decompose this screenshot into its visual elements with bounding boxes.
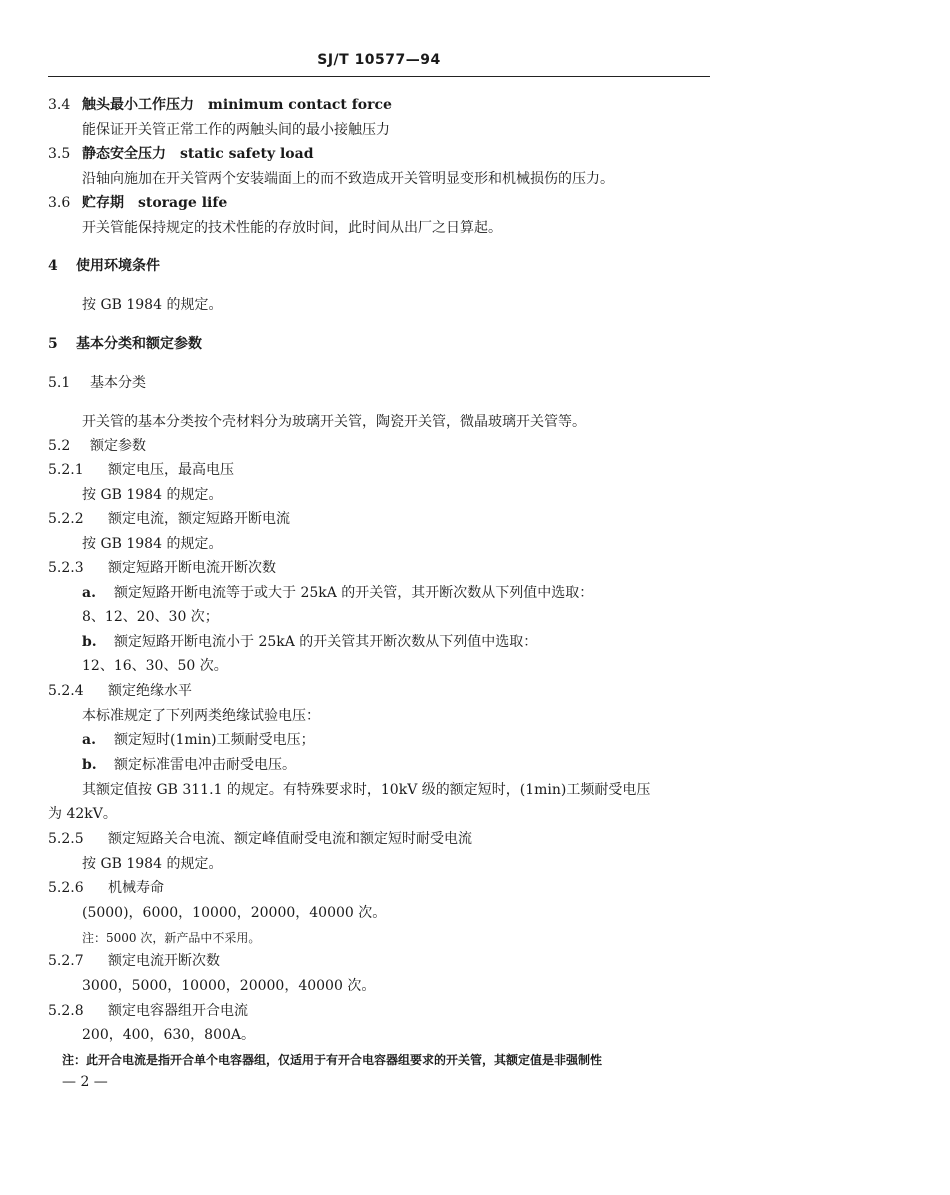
clause-5-2-2 bbox=[48, 510, 290, 528]
clause-number: 3.6 bbox=[48, 195, 71, 211]
clause-5-2-6-note: 注：5000 次，新产品中不采用。 bbox=[82, 931, 261, 945]
list-text: 额定短路开断电流小于 25kA 的开关管其开断次数从下列值中选取： bbox=[114, 634, 538, 650]
clause-title: 额定电容器组开合电流 bbox=[108, 1003, 248, 1019]
clause-number: 5.2 bbox=[48, 438, 71, 454]
clause-3-4 bbox=[48, 96, 392, 114]
clause-3-6-body: 开关管能保持规定的技术性能的存放时间，此时间从出厂之日算起。 bbox=[82, 220, 502, 236]
clause-title: 机械寿命 bbox=[108, 880, 164, 896]
list-item-a bbox=[82, 731, 315, 749]
clause-title: 额定电流开断次数 bbox=[108, 953, 220, 969]
clause-5-1 bbox=[48, 374, 146, 392]
clause-number: 5.2.2 bbox=[48, 511, 84, 527]
clause-5-2-4-note-cont: 为 42kV。 bbox=[48, 806, 117, 822]
clause-5-2-2-body: 按 GB 1984 的规定。 bbox=[82, 536, 223, 552]
clause-number: 5.2.8 bbox=[48, 1003, 84, 1019]
clause-number: 5.2.5 bbox=[48, 831, 84, 847]
clause-number: 5.2.4 bbox=[48, 683, 84, 699]
clause-number: 5.2.7 bbox=[48, 953, 84, 969]
section-title: 使用环境条件 bbox=[76, 258, 160, 274]
list-marker: a. bbox=[82, 585, 96, 601]
clause-5-2-8-body: 200，400，630，800A。 bbox=[82, 1027, 255, 1043]
clause-number: 5.2.6 bbox=[48, 880, 84, 896]
section-title: 基本分类和额定参数 bbox=[76, 336, 202, 352]
list-text: 额定短路开断电流等于或大于 25kA 的开关管，其开断次数从下列值中选取： bbox=[114, 585, 594, 601]
list-values: 12、16、30、50 次。 bbox=[82, 658, 228, 674]
clause-5-2 bbox=[48, 437, 146, 455]
section-5 bbox=[48, 335, 202, 353]
header-rule bbox=[48, 76, 710, 77]
list-text: 额定短时(1min)工频耐受电压； bbox=[114, 732, 315, 748]
clause-title: 额定电压，最高电压 bbox=[108, 462, 234, 478]
clause-5-2-6 bbox=[48, 879, 164, 897]
clause-title: 额定短路关合电流、额定峰值耐受电流和额定短时耐受电流 bbox=[108, 831, 472, 847]
list-item-b bbox=[82, 756, 296, 774]
clause-title: 静态安全压力 static safety load bbox=[82, 146, 314, 162]
clause-5-2-8-note: 注：此开合电流是指开合单个电容器组，仅适用于有开合电容器组要求的开关管，其额定值是非强制性 bbox=[62, 1053, 603, 1067]
section-4-body: 按 GB 1984 的规定。 bbox=[82, 297, 223, 313]
clause-title: 触头最小工作压力 minimum contact force bbox=[82, 97, 392, 113]
clause-5-2-4 bbox=[48, 682, 192, 700]
clause-5-2-1 bbox=[48, 461, 234, 479]
section-4 bbox=[48, 257, 160, 275]
list-text: 额定标准雷电冲击耐受电压。 bbox=[114, 757, 296, 773]
clause-5-2-4-intro: 本标准规定了下列两类绝缘试验电压： bbox=[82, 708, 320, 724]
clause-5-2-4-note: 其额定值按 GB 311.1 的规定。有特殊要求时，10kV 级的额定短时，(1min)工频耐受电压 bbox=[82, 782, 651, 798]
clause-5-2-8 bbox=[48, 1002, 248, 1020]
section-number: 5 bbox=[48, 336, 58, 352]
clause-title: 基本分类 bbox=[90, 375, 146, 391]
clause-title: 额定电流，额定短路开断电流 bbox=[108, 511, 290, 527]
clause-3-6 bbox=[48, 194, 227, 212]
list-marker: a. bbox=[82, 732, 96, 748]
list-marker: b. bbox=[82, 757, 97, 773]
clause-5-2-6-body: (5000)，6000，10000，20000，40000 次。 bbox=[82, 905, 387, 921]
clause-5-2-1-body: 按 GB 1984 的规定。 bbox=[82, 487, 223, 503]
page-number: — 2 — bbox=[62, 1074, 108, 1090]
clause-5-1-body: 开关管的基本分类按个壳材料分为玻璃开关管，陶瓷开关管，微晶玻璃开关管等。 bbox=[82, 414, 586, 430]
list-values: 8、12、20、30 次； bbox=[82, 609, 219, 625]
clause-number: 3.4 bbox=[48, 97, 71, 113]
clause-3-5-body: 沿轴向施加在开关管两个安装端面上的而不致造成开关管明显变形和机械损伤的压力。 bbox=[82, 171, 614, 187]
clause-number: 3.5 bbox=[48, 146, 71, 162]
clause-title: 额定短路开断电流开断次数 bbox=[108, 560, 276, 576]
clause-5-2-3 bbox=[48, 559, 276, 577]
clause-number: 5.1 bbox=[48, 375, 71, 391]
clause-3-5 bbox=[48, 145, 313, 163]
standard-number: SJ/T 10577—94 bbox=[317, 52, 441, 68]
clause-5-2-5 bbox=[48, 830, 472, 848]
clause-5-2-7 bbox=[48, 952, 220, 970]
clause-title: 贮存期 storage life bbox=[82, 195, 228, 211]
clause-3-4-body: 能保证开关管正常工作的两触头间的最小接触压力 bbox=[82, 122, 390, 138]
section-number: 4 bbox=[48, 258, 58, 274]
clause-number: 5.2.1 bbox=[48, 462, 84, 478]
clause-number: 5.2.3 bbox=[48, 560, 84, 576]
list-marker: b. bbox=[82, 634, 97, 650]
clause-5-2-5-body: 按 GB 1984 的规定。 bbox=[82, 856, 223, 872]
list-item-a bbox=[82, 584, 593, 602]
clause-title: 额定绝缘水平 bbox=[108, 683, 192, 699]
list-item-b bbox=[82, 633, 537, 651]
clause-5-2-7-body: 3000，5000，10000，20000，40000 次。 bbox=[82, 978, 376, 994]
clause-title: 额定参数 bbox=[90, 438, 146, 454]
